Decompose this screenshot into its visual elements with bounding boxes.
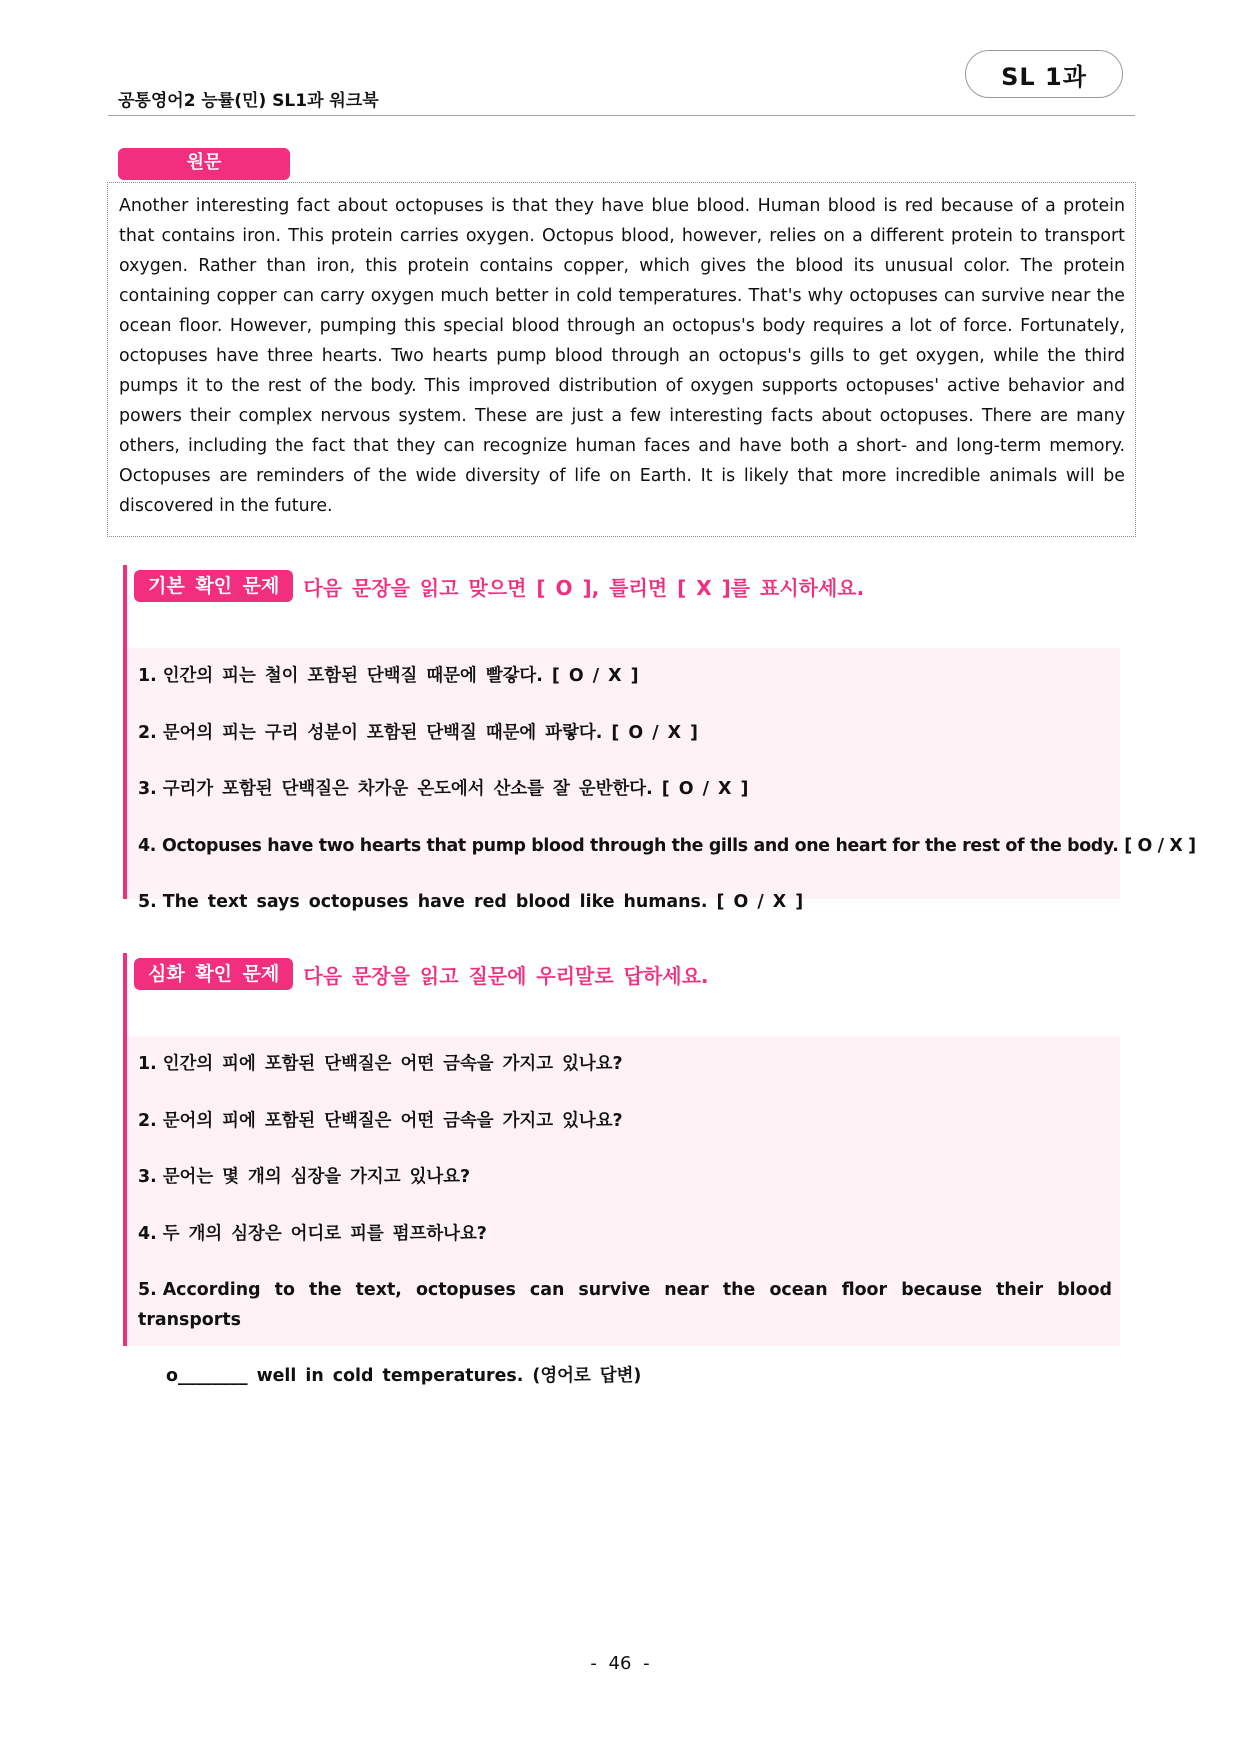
basic-check-section: [123, 565, 1196, 912]
question-item: [138, 774, 1120, 831]
question-number: 4.: [138, 835, 157, 856]
question-item: [138, 1275, 1120, 1391]
question-text: 인간의 피에 포함된 단백질은 어떤 금속을 가지고 있나요?: [162, 1054, 623, 1074]
question-text: 두 개의 심장은 어디로 피를 펌프하나요?: [162, 1223, 487, 1244]
question-number: 5.: [138, 892, 157, 912]
question-item: [138, 661, 1120, 718]
basic-check-instruction: 다음 문장을 읽고 맞으면 [ O ], 틀리면 [ X ]를 표시하세요.: [303, 575, 865, 600]
advanced-check-tag: 심화 확인 문제: [134, 958, 293, 990]
basic-check-tag: 기본 확인 문제: [134, 570, 293, 602]
question-text: The text says octopuses have red blood like humans. [ O / X ]: [162, 892, 804, 912]
advanced-check-list: [127, 1036, 1120, 1386]
question-number: 4.: [138, 1223, 157, 1244]
question-text: 문어의 피는 구리 성분이 포함된 단백질 때문에 파랗다. [ O / X ]: [162, 722, 699, 743]
section-heading: [134, 570, 864, 602]
advanced-check-section: [123, 953, 1123, 1386]
question-number: 1.: [138, 666, 157, 686]
question-item: [138, 718, 1120, 775]
question-item: [138, 1219, 1120, 1276]
question-text: 문어의 피에 포함된 단백질은 어떤 금속을 가지고 있나요?: [162, 1110, 623, 1131]
section-heading: [134, 958, 709, 990]
question-number: 2.: [138, 1110, 157, 1131]
question-item: [138, 887, 1120, 944]
passage-box: [107, 182, 1136, 537]
question-item: [138, 1049, 1120, 1106]
question-text: 구리가 포함된 단백질은 차가운 온도에서 산소를 잘 운반한다. [ O / X ]: [162, 779, 749, 799]
passage-text: Another interesting fact about octopuses is that they have blue blood. Human blood is red because of a protein that contains iron. This protein carries oxygen. Octopus blood, however, relies on a different protein to transport oxygen. Rather than iron, this protein contains copper, which gives the blood its unusual color. The protein containing copper can carry oxygen much better in cold temperatures. That's why octopuses can survive near the ocean floor. However, pumping this special blood through an octopus's body requires a lot of force. Fortunately, octopuses have three hearts. Two hearts pump blood through an octopus's gills to get oxygen, while the third pumps it to the rest of the body. This improved distribution of oxygen supports octopuses' active behavior and powers their complex nervous system. These are just a few interesting facts about octopuses. There are many others, including the fact that they can recognize human faces and have both a short- and long-term memory. Octopuses are reminders of the wide diversity of life on Earth. It is likely that more incredible animals will be discovered in the future.: [119, 196, 1125, 516]
question-number: 3.: [138, 1167, 157, 1187]
question-number: 2.: [138, 722, 157, 743]
original-text-tag: 원문: [118, 148, 290, 180]
header-divider: [108, 115, 1135, 116]
advanced-check-instruction: 다음 문장을 읽고 질문에 우리말로 답하세요.: [303, 963, 709, 988]
question-number: 5.: [138, 1280, 157, 1300]
basic-check-list: [127, 648, 1196, 912]
question-number: 3.: [138, 779, 157, 799]
question-item: [138, 1162, 1120, 1219]
workbook-title: 공통영어2 능률(민) SL1과 워크북: [118, 91, 379, 111]
fill-in-blank-line: o________ well in cold temperatures. (영어로 답변): [166, 1366, 642, 1386]
question-text: 인간의 피는 철이 포함된 단백질 때문에 빨갛다. [ O / X ]: [162, 666, 639, 686]
question-text: Octopuses have two hearts that pump blood through the gills and one heart for the rest of the body. [ O / X ]: [162, 835, 1196, 856]
question-number: 1.: [138, 1054, 157, 1074]
question-text: According to the text, octopuses can survive near the ocean floor because their blood transports: [138, 1280, 1112, 1330]
page-number: - 46 -: [590, 1653, 650, 1674]
question-text: 문어는 몇 개의 심장을 가지고 있나요?: [162, 1167, 471, 1187]
question-item: [138, 1106, 1120, 1163]
question-item: [138, 831, 1196, 888]
lesson-badge: SL 1과: [965, 50, 1123, 98]
